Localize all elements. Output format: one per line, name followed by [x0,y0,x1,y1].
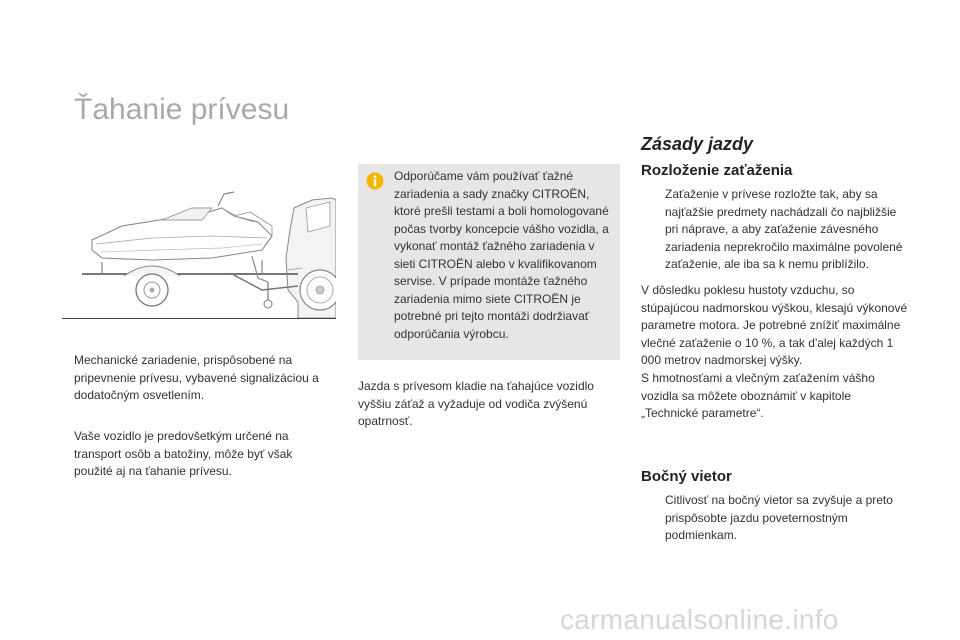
weights-reference-paragraph: S hmotnosťami a vlečným zaťažením vášho vozidla sa môžete oboznámiť v kapitole „Technické parametre“. [641,371,875,420]
bullet-arrow-icon [641,186,665,274]
illustration-baseline [62,318,336,319]
info-icon [366,172,384,190]
driving-load-paragraph: Jazda s prívesom kladie na ťahajúce vozidlo vyššiu záťaž a vyžaduje od vodiča zvýšenú opatrnosť. [358,379,594,428]
usage-paragraph: Vaše vozidlo je predovšetkým určené na transport osôb a batožiny, môže byť však použité aj na ťahanie prívesu. [74,429,293,478]
watermark: carmanualsonline.info [560,604,839,635]
subheading-load-distribution: Rozloženie zaťaženia [641,162,793,179]
crosswind-bullet [641,492,911,545]
jetski-trailer-illustration [62,178,336,318]
crosswind-bullet-text: Citlivosť na bočný vietor sa zvyšuje a preto prispôsobte jazdu poveternostným podmienkam. [665,493,893,542]
load-distribution-bullet-text: Zaťaženie v prívese rozložte tak, aby sa najťažšie predmety nachádzali čo najbližšie pri náprave, a aby zaťaženie závesného zariadenia neprekročilo maximálne povolené zaťaženie, ale iba sa k nemu priblížilo. [665,187,903,271]
bullet-arrow-icon [641,492,665,545]
load-distribution-bullet [641,186,911,274]
recommendation-note-text: Odporúčame vám používať ťažné zariadenia a sady značky CITROËN, ktoré prešli testami a boli homologované počas tvorby koncepcie vášho vozidla, a vykonať montáž ťažného zariadenia v sieti CITROËN alebo v kvalifikovanom servise. V prípade montáže ťažného zariadenia mimo siete CITROËN je potrebné pri tejto montáži dodržiavať odporúčania výrobcu. [394,169,609,341]
altitude-paragraph: V dôsledku poklesu hustoty vzduchu, so stúpajúcou nadmorskou výškou, klesajú výkonové parametre motora. Je potrebné znížiť maximálne vlečné zaťaženie o 10 %, a tak d'alej každých 1 000 metrov nadmorskej výšky. [641,283,908,367]
intro-paragraph: Mechanické zariadenie, prispôsobené na pripevnenie prívesu, vybavené signalizáciou a dodatočným osvetlením. [74,353,319,402]
subheading-crosswind: Bočný vietor [641,468,732,485]
page-title: Ťahanie prívesu [74,93,290,126]
section-heading-driving-rules: Zásady jazdy [641,134,754,154]
